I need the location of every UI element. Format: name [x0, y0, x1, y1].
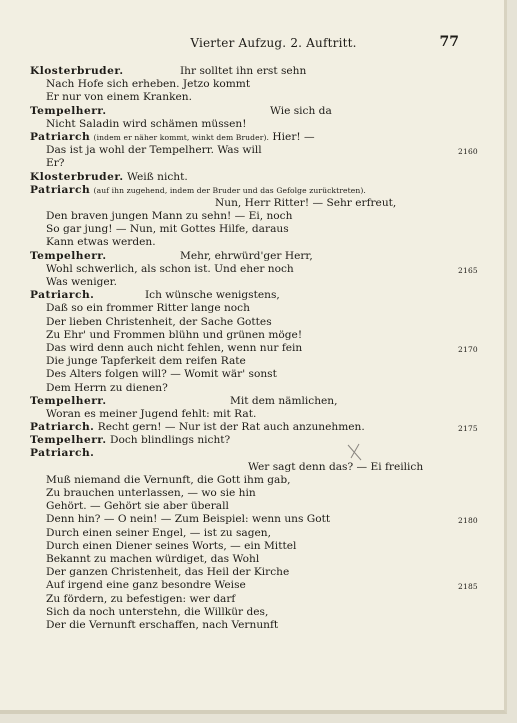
verse-line	[30, 500, 460, 513]
speaker-name: Patriarch.	[30, 447, 95, 460]
verse-line	[30, 210, 460, 223]
verse-text: Daß so ein frommer Ritter lange noch	[46, 302, 250, 315]
verse-text: Muß niemand die Vernunft, die Gott ihm gab,	[46, 473, 291, 486]
speaker-name: Tempelherr.	[30, 394, 107, 407]
verse-line	[30, 540, 460, 553]
verse-line	[30, 329, 460, 342]
verse-line	[30, 157, 460, 170]
verse-line	[30, 487, 460, 500]
verse-text: Doch blindlings nicht?	[109, 434, 231, 447]
verse-line	[30, 527, 460, 540]
verse-text: Gehört. — Gehört sie aber überall	[46, 500, 229, 513]
verse-text: Zu fördern, zu befestigen: wer darf	[46, 592, 236, 605]
verse-text: Mit dem nämlichen,	[230, 394, 338, 407]
speech-line	[30, 184, 460, 197]
verse-text: Er?	[46, 157, 65, 170]
speech-line	[30, 250, 460, 263]
line-number: 2170	[458, 344, 478, 354]
verse-text: Durch einen Diener seines Worts, — ein Mittel	[46, 539, 297, 552]
verse-line	[30, 223, 460, 236]
verse-line	[30, 461, 460, 474]
page-number: 77	[439, 34, 459, 50]
verse-text: Wie sich da	[270, 104, 332, 117]
speech-line	[30, 65, 460, 78]
verse-line	[30, 144, 478, 157]
verse-text: Mehr, ehrwürd'ger Herr,	[180, 249, 313, 262]
verse-line	[30, 579, 478, 592]
verse-text: Auf irgend eine ganz besondre Weise	[46, 579, 246, 592]
verse-text: Was weniger.	[46, 276, 117, 288]
verse-text: Des Alters folgen will? — Womit wär' sonst	[46, 368, 277, 381]
verse-line	[30, 341, 478, 355]
verse-line	[30, 593, 460, 606]
verse-text: Zu brauchen unterlassen, — wo sie hin	[46, 487, 256, 499]
verse-text: Den braven jungen Mann zu sehn! — Ei, noch	[46, 210, 293, 223]
page-header	[0, 36, 507, 56]
verse-line	[30, 368, 460, 381]
verse-text: Das wird denn auch nicht fehlen, wenn nur fein	[46, 341, 303, 354]
speech-line	[30, 131, 460, 144]
line-number: 2180	[458, 516, 478, 526]
verse-line	[30, 276, 460, 289]
speaker-name: Tempelherr.	[30, 434, 107, 447]
verse-line	[30, 553, 460, 566]
verse-text: Recht gern! — Nur ist der Rat auch anzunehmen.	[97, 421, 365, 434]
verse-text: Das ist ja wohl der Tempelherr. Was will	[46, 144, 262, 157]
verse-line	[30, 302, 460, 315]
verse-line	[30, 606, 460, 619]
stage-direction: (indem er näher kommt, winkt dem Bruder).	[93, 132, 270, 142]
verse-text: Nun, Herr Ritter! — Sehr erfreut,	[215, 196, 397, 209]
verse-line	[30, 513, 478, 526]
speech-line	[30, 447, 460, 460]
verse-text: Wohl schwerlich, als schon ist. Und eher noch	[46, 262, 294, 275]
line-number: 2175	[458, 424, 478, 434]
speech-line	[30, 289, 460, 302]
verse-line	[30, 619, 460, 632]
verse-text: Die junge Tapferkeit dem reifen Rate	[46, 355, 246, 368]
line-number: 2185	[458, 582, 478, 592]
verse-text: Der ganzen Christenheit, das Heil der Kirche	[46, 566, 290, 579]
speaker-name: Patriarch.	[30, 289, 95, 302]
verse-text: Bekannt zu machen würdiget, das Wohl	[46, 552, 260, 565]
verse-text: Nicht Saladin wird schämen müssen!	[46, 117, 247, 130]
verse-line	[30, 566, 460, 579]
verse-line	[30, 262, 478, 276]
verse-line	[30, 355, 460, 368]
speech-line	[30, 395, 460, 408]
speech-line	[30, 421, 478, 434]
verse-text: Kann etwas werden.	[46, 236, 156, 249]
speech-line	[30, 434, 460, 447]
speaker-name: Patriarch	[30, 183, 91, 196]
verse-text: Durch einen seiner Engel, — ist zu sagen,	[46, 526, 271, 539]
verse-line	[30, 474, 460, 487]
verse-text: Der lieben Christenheit, der Sache Gottes	[46, 315, 272, 328]
stage-direction: (auf ihn zugehend, indem der Bruder und das Gefolge zurücktreten).	[93, 185, 366, 195]
play-text	[30, 65, 478, 632]
verse-text: Sich da noch unterstehn, die Willkür des,	[46, 605, 269, 618]
verse-line	[30, 91, 460, 104]
verse-text: Zu Ehr' und Frommen blühn und grünen möge!	[46, 328, 303, 341]
verse-text: Woran es meiner Jugend fehlt: mit Rat.	[46, 407, 257, 420]
verse-line	[30, 78, 460, 91]
verse-line	[30, 197, 460, 210]
verse-text: Dem Herrn zu dienen?	[46, 381, 168, 394]
verse-text: Ihr solltet ihn erst sehn	[180, 65, 307, 77]
verse-text: Weiß nicht.	[127, 170, 188, 183]
line-number: 2165	[458, 265, 478, 275]
verse-text: Hier! —	[272, 130, 315, 143]
speaker-name: Patriarch	[30, 130, 91, 143]
speech-line	[30, 105, 460, 118]
verse-line	[30, 236, 460, 249]
verse-text: Er nur von einem Kranken.	[46, 91, 192, 104]
verse-text: Denn hin? — O nein! — Zum Beispiel: wenn uns Gott	[46, 513, 331, 526]
speaker-name: Tempelherr.	[30, 104, 107, 117]
verse-text: Wer sagt denn das? — Ei freilich	[248, 460, 424, 473]
running-title: Vierter Aufzug. 2. Auftritt.	[190, 36, 357, 50]
speech-line	[30, 171, 460, 184]
pencil-mark	[346, 441, 364, 463]
verse-line	[30, 316, 460, 329]
speaker-name: Klosterbruder.	[30, 170, 124, 183]
verse-line	[30, 382, 460, 395]
line-number: 2160	[458, 147, 478, 157]
verse-text: Nach Hofe sich erheben. Jetzo kommt	[46, 78, 251, 91]
speaker-name: Klosterbruder.	[30, 65, 124, 77]
verse-line	[30, 408, 460, 421]
verse-text: Ich wünsche wenigstens,	[145, 289, 280, 302]
speaker-name: Tempelherr.	[30, 249, 107, 262]
verse-text: Der die Vernunft erschaffen, nach Vernunft	[46, 618, 279, 631]
verse-text: So gar jung! — Nun, mit Gottes Hilfe, daraus	[46, 223, 289, 236]
verse-line	[30, 118, 460, 131]
speaker-name: Patriarch.	[30, 421, 95, 434]
